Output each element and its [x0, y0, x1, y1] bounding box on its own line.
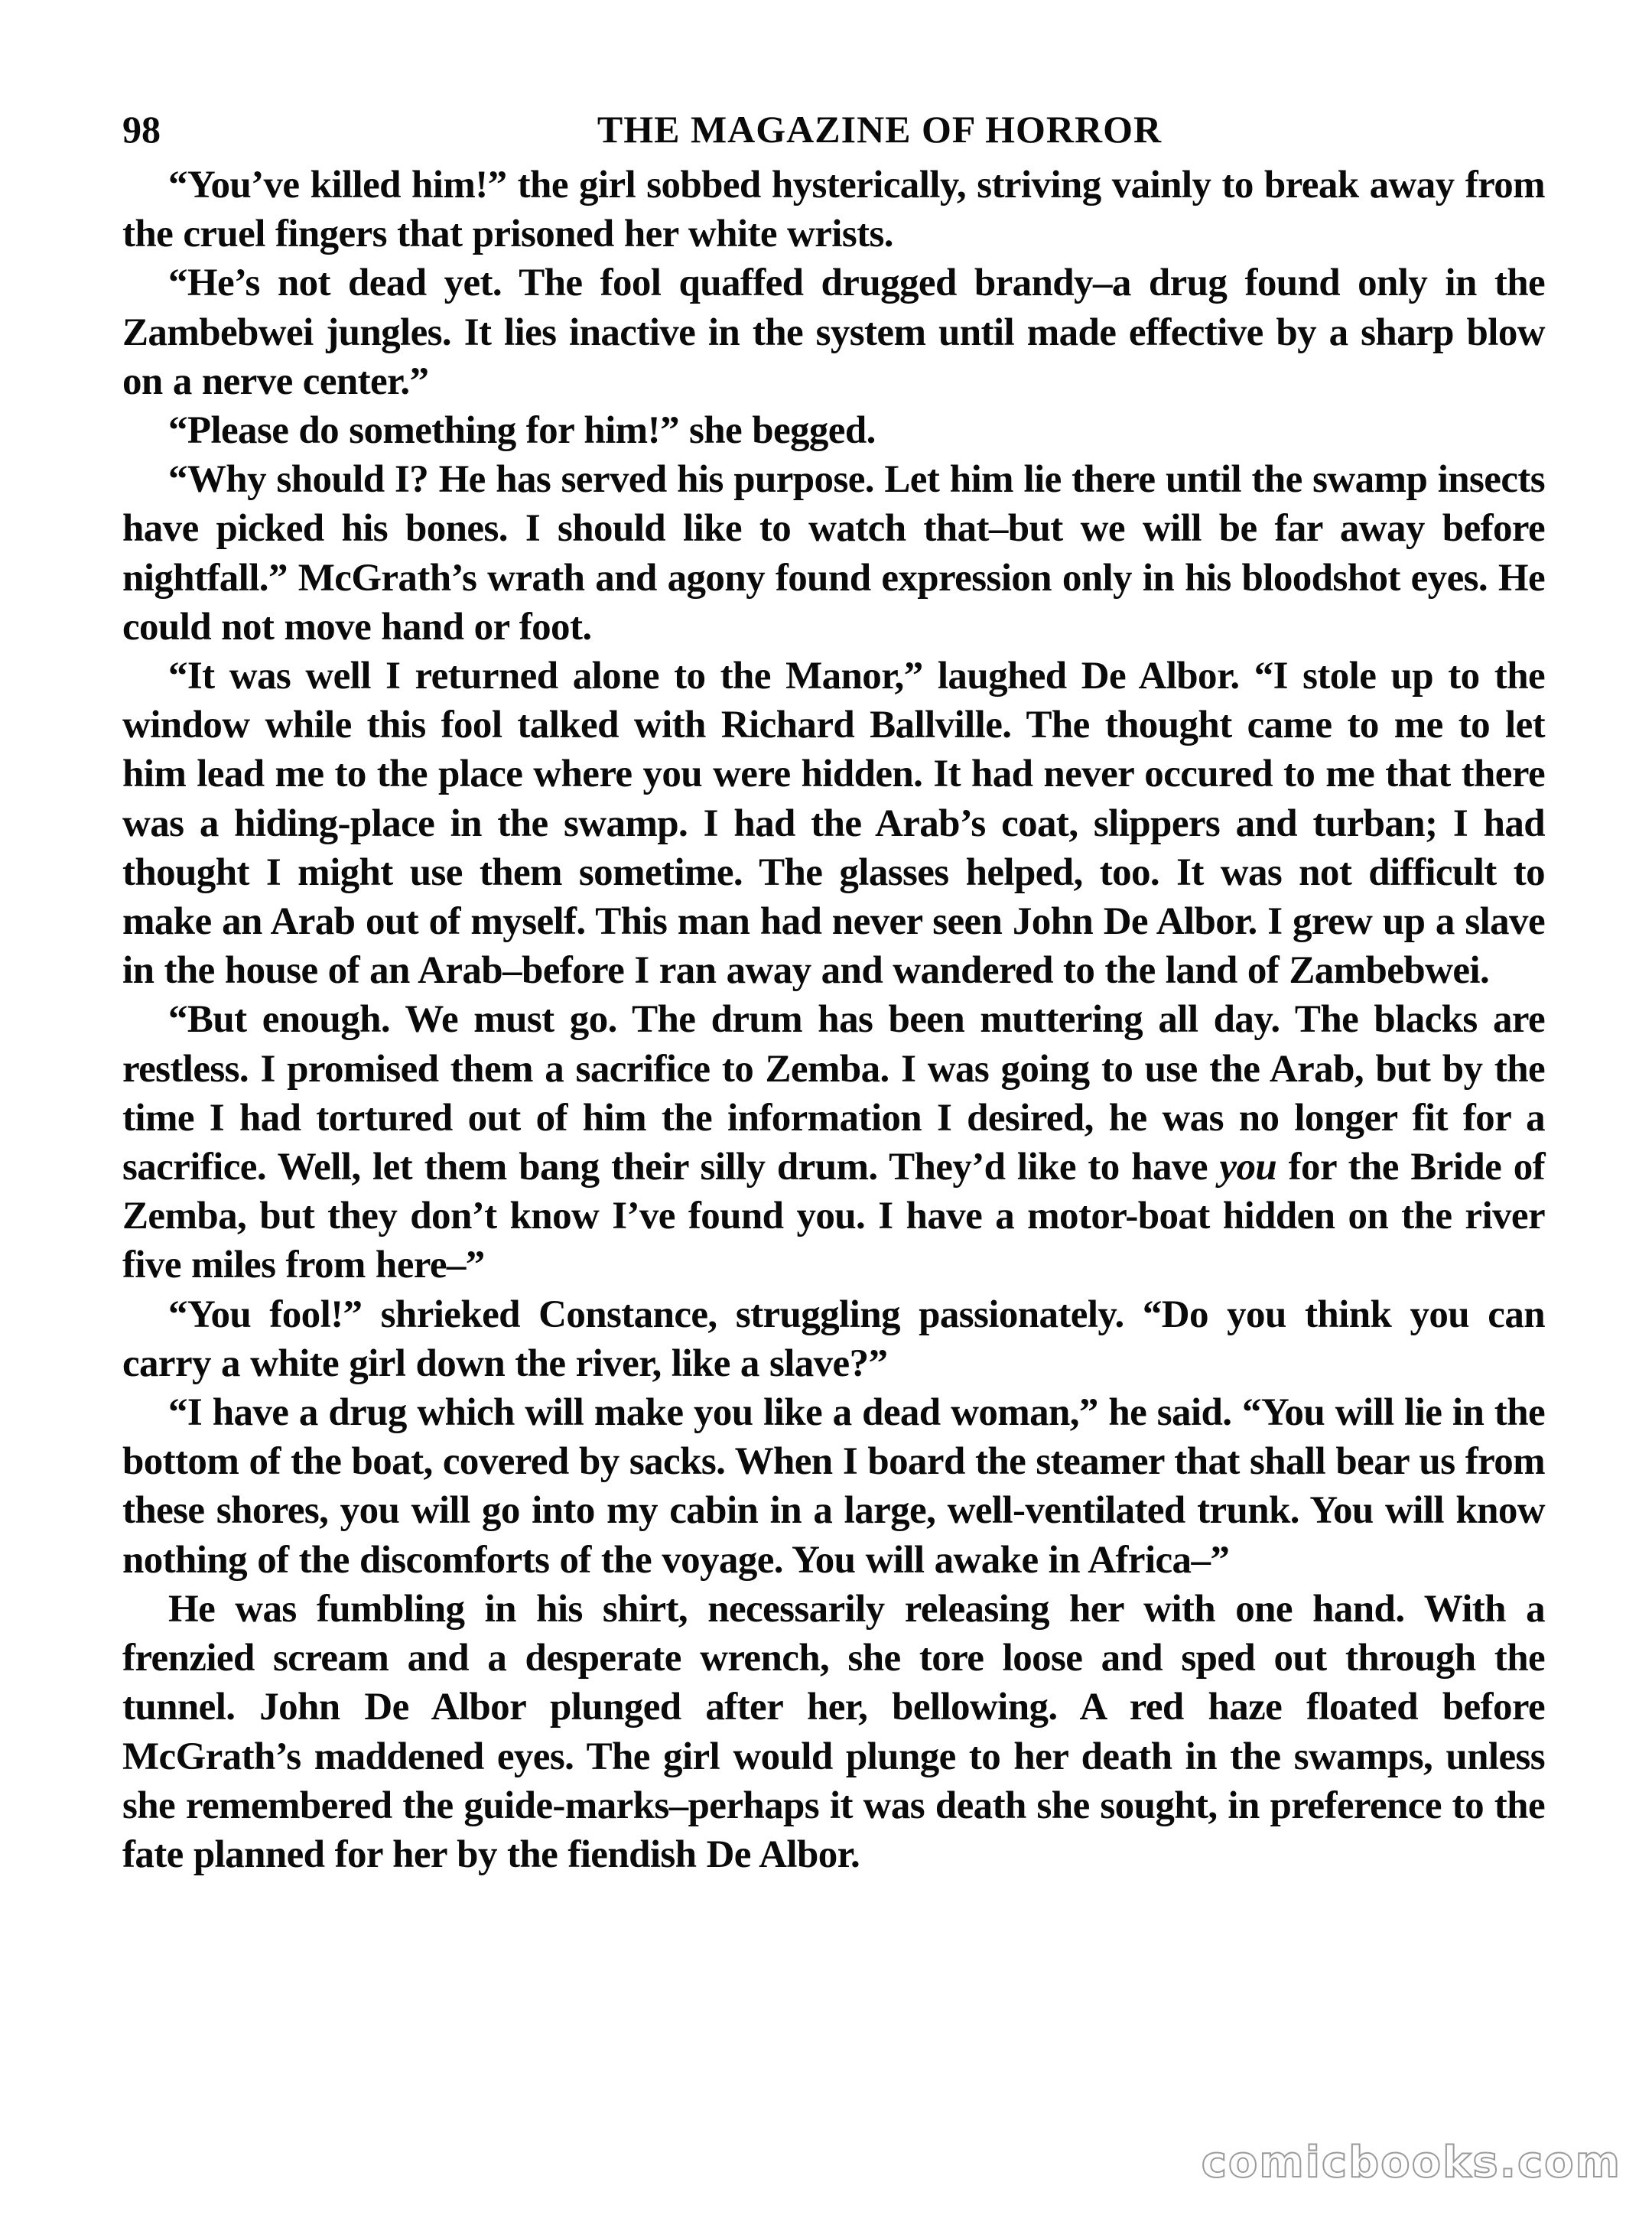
emphasized-word: you	[1219, 1146, 1277, 1189]
paragraph: “Please do something for him!” she begged.	[168, 409, 876, 453]
paragraph: He was fumbling in his shirt, necessarily releasing her with one hand. With a frenzied scream and a desperate wrench, she tore loose and sped out through the tunnel. John De Albor plunged after her, bellowing. A red haze floated before McGrath’s maddened eyes. The girl would plunge to her death in the swamps, unless she remembered the guide-marks–perhaps it was death she sought, in preference to the fate planned for her by the fiendish De Albor.	[122, 1587, 1545, 1876]
paragraph: “You fool!” shrieked Constance, struggling passionately. “Do you think you can carry a white girl down the river, like a slave?”	[122, 1293, 1545, 1385]
book-page	[122, 99, 1545, 2134]
paragraph: “Why should I? He has served his purpose. Let him lie there until the swamp insects have picked his bones. I should like to watch that–but we will be far away before nightfall.” McGrath’s wrath and agony found expression only in his bloodshot eyes. He could not move hand or foot.	[122, 458, 1545, 649]
watermark: comicbooks.com	[1201, 2138, 1621, 2187]
running-head: THE MAGAZINE OF HORROR	[597, 108, 1163, 151]
paragraph: “It was well I returned alone to the Manor,” laughed De Albor. “I stole up to the window while this fool talked with Richard Ballville. The thought came to me to let him lead me to the place where you were hidden. It had never occured to me that there was a hiding-place in the swamp. I had the Arab’s coat, slippers and turban; I had thought I might use them sometime. The glasses helped, too. It was not difficult to make an Arab out of myself. This man had never seen John De Albor. I grew up a slave in the house of an Arab–before I ran away and wandered to the land of Zambebwei.	[122, 655, 1545, 993]
paragraph-text: for the Bride of Zemba, but they don’t know I’ve found you. I have a motor-boat hidden on the river five miles from here–”	[122, 1146, 1545, 1287]
page-header	[122, 99, 1545, 159]
paragraph-text: “But enough. We must go. The drum has been muttering all day. The blacks are restless. I promised them a sacrifice to Zemba. I was going to use the Arab, but by the time I had tortured out of him the information I desired, he was no longer fit for a sacrifice. Well, let them bang their silly drum. They’d like to have	[122, 998, 1545, 1189]
paragraph: “He’s not dead yet. The fool quaffed drugged brandy–a drug found only in the Zambebwei jungles. It lies inactive in the system until made effective by a sharp blow on a nerve center.”	[122, 262, 1545, 403]
paragraph	[122, 995, 1545, 1289]
page-number: 98	[122, 108, 161, 151]
paragraph: “I have a drug which will make you like a dead woman,” he said. “You will lie in the bottom of the boat, covered by sacks. When I board the steamer that shall bear us from these shores, you will go into my cabin in a large, well-ventilated trunk. You will know nothing of the discomforts of the voyage. You will awake in Africa–”	[122, 1391, 1545, 1582]
paragraph: “You’ve killed him!” the girl sobbed hysterically, striving vainly to break away from the cruel fingers that prisoned her white wrists.	[122, 164, 1545, 256]
body-text	[122, 161, 1545, 1879]
